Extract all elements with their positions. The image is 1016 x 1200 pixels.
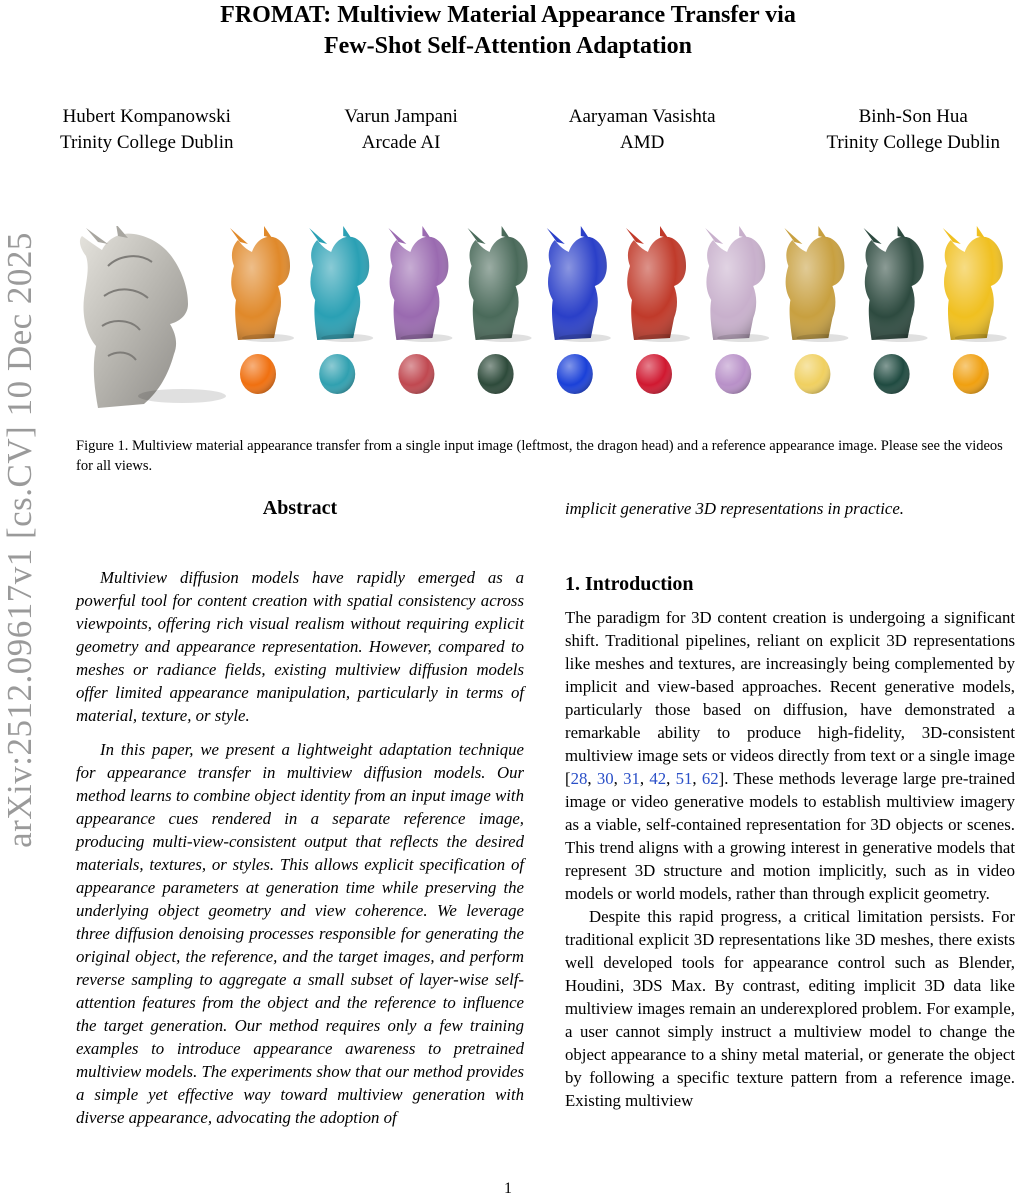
- reference-swatch: [398, 354, 434, 394]
- citation-link[interactable]: 30: [596, 769, 614, 788]
- author-1: [60, 104, 233, 156]
- abstract-paragraph-2: In this paper, we present a lightweight adaptation technique for appearance transfer in multiview diffusion models. Our method learns to combine object identity from an input image with appearance cues rendered in a separate reference image, producing multi-view-consistent output that reflects the desired materials, textures, or styles. This allows explicit specification of appearance parameters at generation time while preserving the underlying object geometry and view coherence. We leverage three diffusion denoising processes responsible for generating the original object, the reference, and the target images, and perform reverse sampling to aggregate a small subset of layer-wise self-attention features from the object and the reference to influence the target generation. Our method requires only a few training examples to introduce appearance awareness to pretrained multiview models. The experiments show that our method provides a simple yet effective way toward multiview generation with diverse appearance, advocating the adoption of: [76, 740, 524, 1127]
- introduction-heading: 1. Introduction: [565, 573, 694, 595]
- styled-dragon: [230, 226, 294, 342]
- author-affiliation: AMD: [619, 132, 665, 153]
- author-3: [569, 104, 716, 156]
- reference-swatch: [636, 354, 672, 394]
- reference-swatch: [240, 354, 276, 394]
- figure-caption: Figure 1. Multiview material appearance transfer from a single input image (leftmost, the dragon head) and a reference appearance image. Please see the videos for all views.: [76, 438, 1003, 474]
- intro-paragraph-1: The paradigm for 3D content creation is undergoing a significant shift. Traditional pipelines, reliant on explicit 3D representations like meshes and textures, are increasingly being complemented by implicit and view-based approaches. Recent generative models, particularly those based on diffusion, have demonstrated a remarkable ability to produce high-fidelity, 3D-consistent multiview image sets or videos directly from text or a single image [28, 30, 31, 42, 51, 62]. These methods leverage large pre-trained image or video generative models to establish multiview imagery as a viable, self-contained representation for 3D objects or scenes. This trend aligns with a growing interest in generative models that represent 3D structure and motion implicitly, such as in video models or world models, rather than through explicit geometry.: [565, 608, 1016, 903]
- right-column: [565, 494, 1015, 1112]
- author-2: [344, 104, 457, 156]
- reference-images: [240, 354, 989, 394]
- title-line-1: FROMAT: Multiview Material Appearance Transfer via: [220, 2, 796, 28]
- author-name: Hubert Kompanowski: [62, 106, 231, 127]
- paper-title: [0, 0, 1016, 62]
- abstract-paragraph-1: Multiview diffusion models have rapidly emerged as a powerful tool for content creation with spatial consistency across viewpoints, offering rich visual realism without requiring explicit geometry and appearance representation. However, compared to meshes or radiance fields, existing multiview diffusion models offer limited appearance manipulation, particularly in terms of material, texture, or style.: [76, 568, 524, 725]
- author-affiliation: Trinity College Dublin: [826, 132, 1000, 153]
- reference-swatch: [557, 354, 593, 394]
- citation-link[interactable]: 51: [675, 769, 693, 788]
- author-name: Aaryaman Vasishta: [568, 106, 716, 127]
- abstract-heading: Abstract: [262, 497, 338, 519]
- intro-paragraph-2: Despite this rapid progress, a critical limitation persists. For traditional explicit 3D representations like 3D meshes, there exists well developed tools for appearance control such as Blender, Houdini, 3DS Max. By contrast, editing implicit 3D data like multiview images remain an underexplored problem. For example, a user cannot simply instruct a multiview model to change the object appearance to a shiny metal material, or generate the object by following a specific texture pattern from a reference image. Existing multiview: [565, 907, 1015, 1110]
- author-4: [826, 104, 999, 156]
- title-line-2: Few-Shot Self-Attention Adaptation: [323, 33, 692, 59]
- styled-dragons: [230, 226, 1007, 342]
- teaser-figure: [78, 226, 1016, 412]
- styled-dragon: [864, 226, 928, 342]
- abstract-continuation: implicit generative 3D representations in practice.: [565, 499, 904, 518]
- styled-dragon: [388, 226, 452, 342]
- author-name: Binh-Son Hua: [858, 106, 968, 127]
- intro-text-before-citations: The paradigm for 3D content creation is undergoing a significant shift. Traditional pipelines, reliant on explicit 3D representations like meshes and textures, are increasingly being complemented by implicit and view-based approaches. Recent generative models, particularly those based on diffusion, have demonstrated a remarkable ability to produce high-fidelity, 3D-consistent multiview image sets or videos directly from text or a single image [: [565, 608, 1015, 788]
- reference-swatch: [319, 354, 355, 394]
- reference-swatch: [953, 354, 989, 394]
- citation-link[interactable]: 62: [701, 769, 719, 788]
- reference-swatch: [715, 354, 751, 394]
- citation-link[interactable]: 28: [570, 769, 588, 788]
- page-number: 1: [504, 1180, 512, 1197]
- styled-dragon: [705, 226, 769, 342]
- input-dragon-image: [80, 226, 226, 408]
- arxiv-id: arXiv:2512.09617v1 [cs.CV] 10 Dec 2025: [0, 232, 39, 848]
- styled-dragon: [626, 226, 690, 342]
- styled-dragon: [943, 226, 1007, 342]
- reference-swatch: [478, 354, 514, 394]
- author-affiliation: Arcade AI: [361, 132, 441, 153]
- reference-swatch: [794, 354, 830, 394]
- styled-dragon: [309, 226, 373, 342]
- reference-swatch: [874, 354, 910, 394]
- author-block: [60, 104, 1000, 156]
- styled-dragon: [468, 226, 532, 342]
- citation-link[interactable]: 42: [649, 769, 667, 788]
- styled-dragon: [547, 226, 611, 342]
- arxiv-watermark: [0, 200, 40, 880]
- author-affiliation: Trinity College Dublin: [60, 132, 234, 153]
- styled-dragon: [784, 226, 848, 342]
- author-name: Varun Jampani: [344, 106, 458, 127]
- abstract-column: [76, 494, 524, 1129]
- intro-text-after-citations: ]. These methods leverage large pre-trained image or video generative models to establish multiview imagery as a viable, self-contained representation for 3D objects or scenes. This trend aligns with a growing interest in generative models that represent 3D structure and motion implicitly, such as in video models or world models, rather than through explicit geometry.: [565, 769, 1016, 903]
- citation-link[interactable]: 31: [623, 769, 640, 788]
